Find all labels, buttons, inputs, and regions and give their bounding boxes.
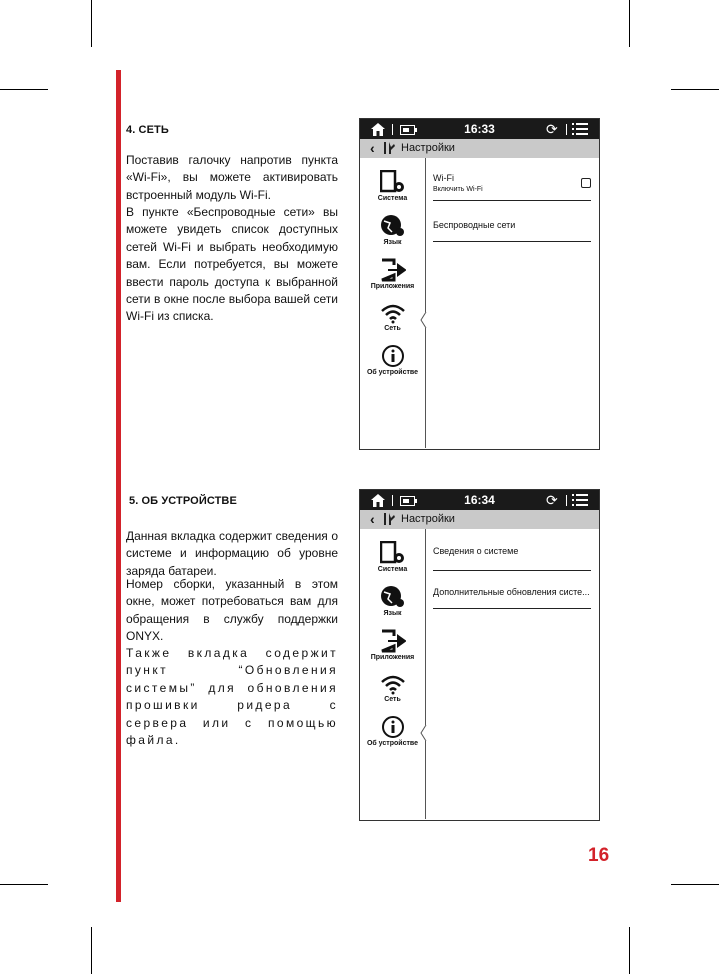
sidebar-item-network[interactable]: Сеть xyxy=(360,675,425,703)
info-icon xyxy=(380,344,406,368)
crop-mark xyxy=(0,89,48,90)
wireless-networks-row[interactable]: Беспроводные сети xyxy=(433,220,591,242)
settings-tools-icon xyxy=(382,141,396,155)
apps-icon xyxy=(380,258,406,282)
paragraph: Номер сборки, указанный в этом окне, может потребоваться вам для обращения в службу поддержки ONYX. xyxy=(126,577,338,644)
paragraph: Также вкладка содержит пункт “Обновления системы” для обновления прошивки ридера с сервера или с помощью файла. xyxy=(126,646,338,748)
menu-icon[interactable] xyxy=(572,122,588,136)
system-icon xyxy=(380,170,406,194)
clock: 16:33 xyxy=(464,122,495,136)
selection-pointer xyxy=(420,312,428,328)
crop-mark xyxy=(91,927,92,974)
device-screenshot-network xyxy=(359,118,600,450)
sidebar-item-apps[interactable]: Приложения xyxy=(360,258,425,290)
sidebar-item-language[interactable]: Язык xyxy=(360,585,425,617)
sidebar-item-system[interactable]: Система xyxy=(360,541,425,573)
sidebar-item-network[interactable]: Сеть xyxy=(360,304,425,332)
clock: 16:34 xyxy=(464,493,495,507)
wifi-toggle-row[interactable] xyxy=(433,173,591,201)
wifi-subtitle: Включить Wi-Fi xyxy=(433,186,483,193)
paragraph: Данная вкладка содержит сведения о системе и информацию об уровне заряда батареи. xyxy=(126,529,338,578)
paragraph: В пункте «Беспроводные сети» вы можете увидеть список доступных сетей Wi-Fi и выбрать необходимую вам. Если потребуется, вы можете ввести пароль доступа к выбранной сети в окне после выбора вашей сети Wi-Fi из списка. xyxy=(126,205,338,324)
wifi-checkbox[interactable] xyxy=(581,178,591,188)
info-icon xyxy=(380,715,406,739)
wifi-icon xyxy=(380,675,406,695)
paragraph: Поставив галочку напротив пункта «Wi-Fi», вы можете активировать встроенный модуль Wi-Fi. xyxy=(126,153,338,202)
apps-icon xyxy=(380,629,406,653)
crop-mark xyxy=(629,927,630,974)
section-heading-network: 4. СЕТЬ xyxy=(126,124,169,136)
page-title: Настройки xyxy=(401,142,455,154)
section-heading-about: 5. ОБ УСТРОЙСТВЕ xyxy=(129,495,237,507)
back-icon[interactable]: ‹ xyxy=(370,140,375,156)
settings-sidebar xyxy=(360,529,426,819)
status-bar xyxy=(360,119,599,139)
page-title: Настройки xyxy=(401,513,455,525)
settings-sidebar xyxy=(360,158,426,448)
sidebar-item-system[interactable]: Система xyxy=(360,170,425,202)
system-icon xyxy=(380,541,406,565)
crop-mark xyxy=(671,89,719,90)
crop-mark xyxy=(671,884,719,885)
globe-icon xyxy=(380,214,406,238)
margin-bar xyxy=(116,70,121,902)
refresh-icon[interactable]: ⟳ xyxy=(546,492,558,508)
page-number: 16 xyxy=(588,845,610,866)
sidebar-item-about[interactable]: Об устройстве xyxy=(360,344,425,376)
device-screenshot-about xyxy=(359,489,600,821)
menu-icon[interactable] xyxy=(572,493,588,507)
extra-updates-row[interactable]: Дополнительные обновления систе... xyxy=(433,587,591,609)
settings-tools-icon xyxy=(382,512,396,526)
refresh-icon[interactable]: ⟳ xyxy=(546,121,558,137)
crop-mark xyxy=(91,0,92,47)
sidebar-item-apps[interactable]: Приложения xyxy=(360,629,425,661)
title-bar xyxy=(360,139,599,158)
sidebar-item-about[interactable]: Об устройстве xyxy=(360,715,425,747)
system-info-row[interactable]: Сведения о системе xyxy=(433,546,591,571)
title-bar xyxy=(360,510,599,529)
status-bar xyxy=(360,490,599,510)
wifi-title: Wi-Fi xyxy=(433,173,454,183)
crop-mark xyxy=(0,884,48,885)
sidebar-item-language[interactable]: Язык xyxy=(360,214,425,246)
back-icon[interactable]: ‹ xyxy=(370,511,375,527)
selection-pointer xyxy=(420,725,428,741)
wifi-icon xyxy=(380,304,406,324)
crop-mark xyxy=(629,0,630,47)
globe-icon xyxy=(380,585,406,609)
